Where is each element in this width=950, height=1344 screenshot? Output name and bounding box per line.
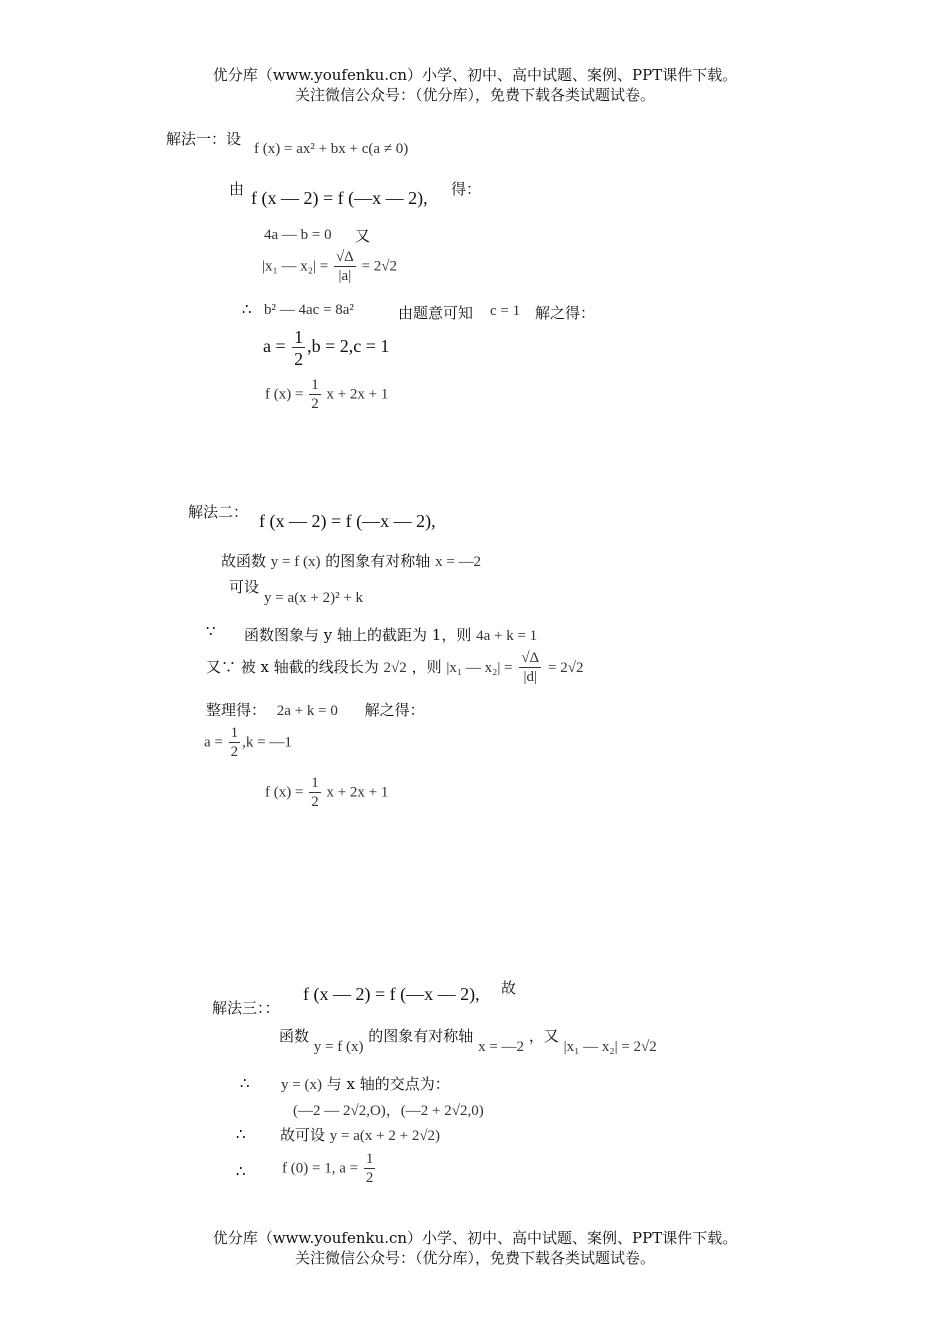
then-text: ，则 (411, 658, 442, 676)
method-two-segment-line (206, 651, 583, 685)
method-three-condition: f (x — 2) = f (—x — 2), (303, 984, 480, 1004)
footer-line-2: 关注微信公众号：（优分库），免费下载各类试题试卷。 (294, 1249, 655, 1267)
method-three-axis-line (279, 1025, 657, 1055)
method-two-solution (204, 726, 292, 760)
fraction-denominator: 2 (311, 396, 319, 412)
fraction-numerator: √Δ (335, 249, 354, 265)
therefore-symbol: ∴ (236, 1125, 246, 1143)
header-line-2: 关注微信公众号：（优分库），免费下载各类试题试卷。 (294, 86, 655, 104)
fraction-numerator: 1 (230, 725, 239, 741)
simplify-text: 整理得： (206, 701, 267, 719)
axis-function: y = f (x) (270, 554, 321, 570)
half-fraction (292, 328, 305, 368)
fraction-numerator: √Δ (521, 650, 540, 666)
f0-equation: f (0) = 1, a = (282, 1160, 359, 1177)
intercept-equation: 4a + k = 1 (476, 628, 538, 644)
method-two-let-label: 可设 (229, 578, 260, 596)
fraction-denominator: |d| (523, 669, 538, 685)
func-text-2: 的图象有对称轴 (368, 1027, 474, 1045)
result-right: x + 2x + 1 (326, 386, 389, 403)
method-one-equation-2: b² — 4ac = 8a² (264, 302, 354, 318)
because-symbol: ∵ (206, 622, 216, 640)
func-text: 函数 (279, 1027, 310, 1045)
let-text: 故可设 (280, 1126, 326, 1144)
delta-fraction (334, 250, 356, 284)
fraction-numerator: 1 (311, 775, 319, 791)
distance-right: = 2√2 (548, 660, 584, 676)
method-one-c-value: c = 1 (490, 303, 521, 319)
func-function: y = f (x) (313, 1039, 364, 1055)
method-three-let-line (280, 1124, 440, 1145)
result-right: x + 2x + 1 (326, 784, 389, 801)
method-three-intersect-line (281, 1073, 450, 1094)
method-three-points: (—2 — 2√2,O)，(—2 + 2√2,0) (293, 1103, 484, 1119)
half-fraction (309, 776, 321, 810)
method-three-gu-label: 故 (501, 979, 517, 997)
intersect-text: 与 x 轴的交点为： (326, 1075, 450, 1093)
method-three-title: 解法三：： (212, 999, 280, 1017)
header-line-1: 优分库（www.youfenku.cn）小学、初中、高中试题、案例、PPT课件下载。 (212, 66, 738, 84)
also-text: ，又 (528, 1027, 559, 1045)
fraction-numerator: 1 (311, 377, 319, 393)
half-fraction (364, 1152, 376, 1186)
simplify-equation: 2a + k = 0 (276, 703, 338, 719)
solve-text: 解之得： (364, 701, 425, 719)
solution-a: a = (263, 336, 286, 357)
footer-line-1: 优分库（www.youfenku.cn）小学、初中、高中试题、案例、PPT课件下载。 (212, 1229, 738, 1247)
method-one-solve-label: 解之得： (535, 304, 596, 322)
fraction-numerator: 1 (294, 327, 304, 347)
method-one-title: 解法一：设 (166, 130, 242, 148)
solution-rest: ,b = 2,c = 1 (307, 336, 390, 357)
axis-equation: x = —2 (478, 1039, 525, 1055)
fraction-denominator: 2 (365, 1170, 374, 1186)
method-one-distance (262, 250, 397, 284)
solution-k: ,k = —1 (242, 734, 292, 751)
distance-right: = 2√2 (361, 258, 398, 275)
distance-left: |x₁ — x₂| = (446, 660, 513, 676)
axis-text-2: 的图象有对称轴 (325, 552, 431, 570)
half-fraction (229, 726, 241, 760)
method-three-f0-line (282, 1152, 377, 1186)
method-one-you-label: 由 (229, 180, 245, 198)
distance-equation: |x₁ — x₂| = 2√2 (563, 1039, 657, 1055)
therefore-symbol: ∴ (240, 1074, 250, 1092)
half-fraction (309, 378, 321, 412)
result-left: f (x) = (265, 386, 304, 403)
method-one-de-label: 得： (451, 180, 482, 198)
method-one-you2-label: 又 (355, 227, 371, 245)
solution-a: a = (204, 734, 223, 751)
distance-left: |x₁ — x₂| = (262, 258, 329, 275)
therefore-symbol: ∴ (242, 300, 252, 318)
method-two-result (265, 776, 388, 810)
fraction-denominator: 2 (311, 794, 319, 810)
result-left: f (x) = (265, 784, 304, 801)
intercept-text: 函数图象与 y 轴上的截距为 1，则 (244, 626, 472, 644)
method-one-solution (263, 328, 389, 368)
fraction-denominator: 2 (230, 744, 239, 760)
intersect-function: y = (x) (281, 1077, 322, 1093)
fraction-denominator: |a| (338, 268, 352, 284)
method-one-result (265, 378, 388, 412)
axis-text: 故函数 (221, 552, 267, 570)
segment-text: 又∵ 被 x 轴截的线段长为 (206, 658, 379, 676)
axis-equation: x = —2 (435, 554, 482, 570)
method-one-equation-1: 4a — b = 0 (264, 227, 332, 243)
fraction-denominator: 2 (294, 349, 304, 369)
let-equation: y = a(x + 2 + 2√2) (329, 1128, 441, 1144)
method-one-function: f (x) = ax² + bx + c(a ≠ 0) (254, 141, 409, 157)
method-two-title: 解法二： (188, 503, 249, 521)
fraction-numerator: 1 (365, 1151, 374, 1167)
method-two-let-equation: y = a(x + 2)² + k (264, 590, 364, 606)
method-two-intercept-line (244, 624, 537, 645)
method-one-known-label: 由题意可知 (398, 304, 474, 322)
method-one-condition: f (x — 2) = f (—x — 2), (251, 188, 428, 208)
method-two-condition: f (x — 2) = f (—x — 2), (259, 511, 436, 531)
method-two-simplify-line (206, 699, 425, 720)
therefore-symbol: ∴ (236, 1162, 246, 1180)
method-two-axis-line (221, 550, 481, 571)
delta-fraction (519, 651, 541, 685)
segment-length: 2√2 (383, 660, 407, 676)
